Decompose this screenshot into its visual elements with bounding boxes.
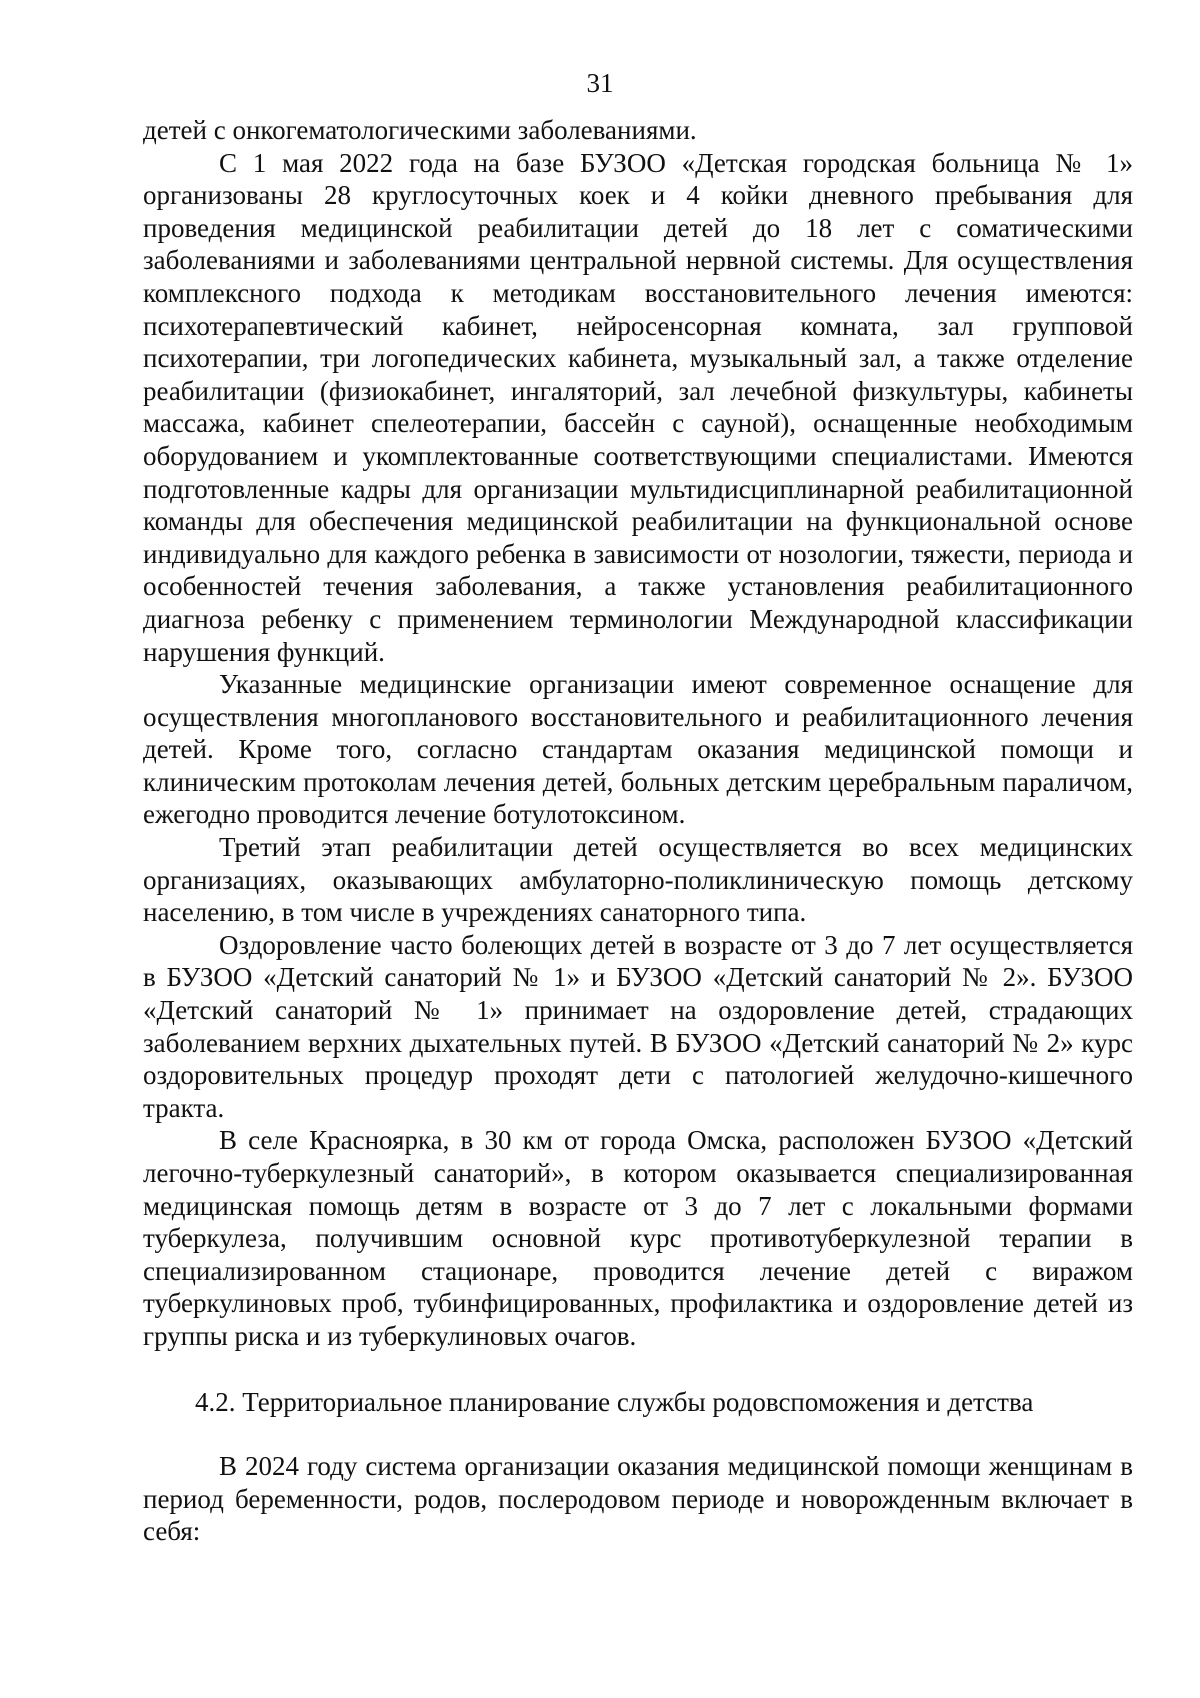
document-body [143,114,1133,1548]
paragraph-sanatoriums: Оздоровление часто болеющих детей в возрасте от 3 до 7 лет осуществляется в БУЗОО «Детский санаторий № 1» и БУЗОО «Детский санаторий № 2». БУЗОО «Детский санаторий № 1» принимает на оздоровление детей, страдающих заболеванием верхних дыхательных путей. В БУЗОО «Детский санаторий № 2» курс оздоровительных процедур проходят дети с патологией желудочно-кишечного тракта. [143,929,1133,1123]
paragraph-equipment: Указанные медицинские организации имеют современное оснащение для осуществления многопланового восстановительного и реабилитационного лечения детей. Кроме того, согласно стандартам оказания медицинской помощи и клиническим протоколам лечения детей, больных детским церебральным параличом, ежегодно проводится лечение ботулотоксином. [143,669,1133,830]
section-heading: 4.2. Территориальное планирование службы родовспоможения и детства [195,1386,1034,1417]
paragraph-third-stage: Третий этап реабилитации детей осуществляется во всех медицинских организациях, оказывающих амбулаторно-поликлиническую помощь детскому населению, в том числе в учреждениях санаторного типа. [143,832,1133,928]
page-number: 31 [586,68,614,98]
paragraph-rehabilitation-beds: С 1 мая 2022 года на базе БУЗОО «Детская городская больница № 1» организованы 28 круглосуточных коек и 4 койки дневного пребывания для проведения медицинской реабилитации детей до 18 лет с соматическими заболеваниями и заболеваниями центральной нервной системы. Для осуществления комплексного подхода к методикам восстановительного лечения имеются: психотерапевтический кабинет, нейросенсорная комната, зал групповой психотерапии, три логопедических кабинета, музыкальный зал, а также отделение реабилитации (физиокабинет, ингаляторий, зал лечебной физкультуры, кабинеты массажа, кабинет спелеотерапии, бассейн с сауной), оснащенные необходимым оборудованием и укомплектованные соответствующими специалистами. Имеются подготовленные кадры для организации мультидисциплинарной реабилитационной команды для обеспечения медицинской реабилитации на функциональной основе индивидуально для каждого ребенка в зависимости от нозологии, тяжести, периода и особенностей течения заболевания, а также установления реабилитационного диагноза ребенку с применением терминологии Международной классификации нарушения функций. [143,147,1133,667]
paragraph-tuberculosis-sanatorium: В селе Красноярка, в 30 км от города Омска, расположен БУЗОО «Детский легочно-туберкулезный санаторий», в котором оказывается специализированная медицинская помощь детям в возрасте от 3 до 7 лет с локальными формами туберкулеза, получившим основной курс противотуберкулезной терапии в специализированном стационаре, проводится лечение детей с виражом туберкулиновых проб, тубинфицированных, профилактика и оздоровление детей из группы риска и из туберкулиновых очагов. [143,1125,1133,1351]
paragraph-continuation: детей с онкогематологическими заболеваниями. [143,115,697,145]
paragraph-section-intro: В 2024 году система организации оказания медицинской помощи женщинам в период беременности, родов, послеродовом периоде и новорожденным включает в себя: [143,1451,1133,1547]
